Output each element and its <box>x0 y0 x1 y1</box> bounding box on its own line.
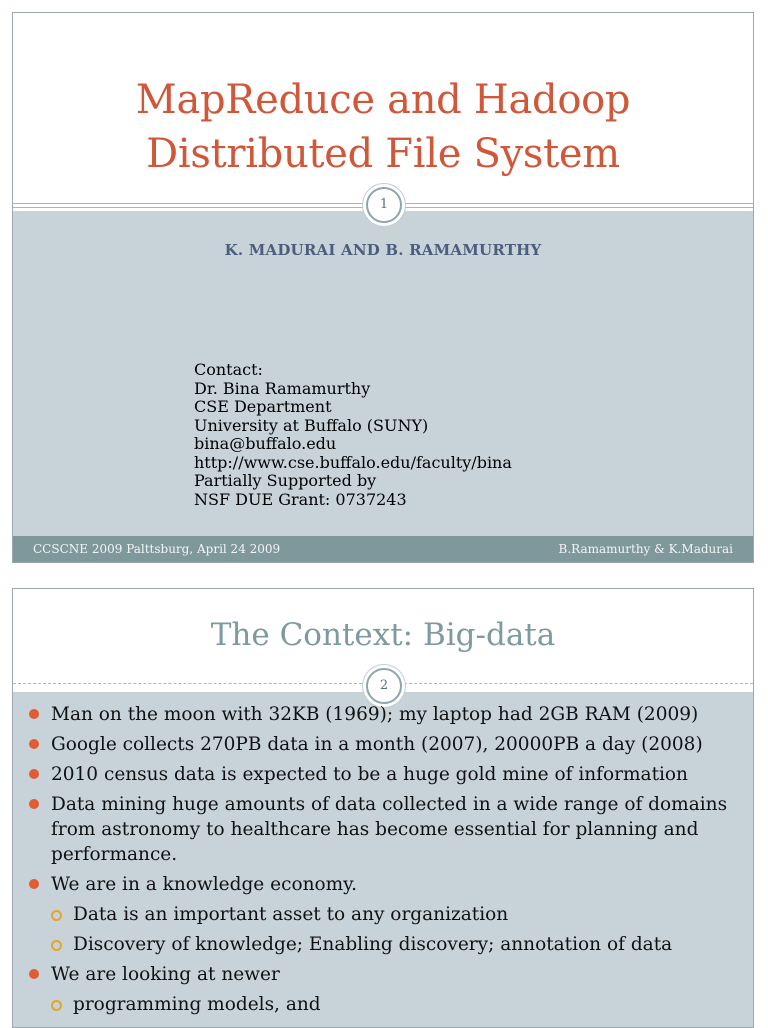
title-line-1: MapReduce and Hadoop <box>135 77 631 123</box>
sub-bullet-ring-icon <box>51 910 62 921</box>
slide-footer <box>13 536 753 562</box>
contact-block <box>194 361 512 509</box>
authors: K. MADURAI AND B. RAMAMURTHY <box>224 241 542 259</box>
sub-bullet-item: programming models, and <box>29 992 743 1017</box>
bullet-dot-icon <box>29 799 39 809</box>
bullet-dot-icon <box>29 709 39 719</box>
contact-line: Dr. Bina Ramamurthy <box>194 378 371 398</box>
footer-event: CCSCNE 2009 Palttsburg, April 24 2009 <box>33 542 281 556</box>
contact-line: Contact: <box>194 360 263 379</box>
bullet-item: Data mining huge amounts of data collected in a wide range of domains from astronomy to healthcare has become essential for planning and performance. <box>29 792 743 867</box>
sub-bullet-item: Data is an important asset to any organization <box>29 902 743 927</box>
bullet-dot-icon <box>29 879 39 889</box>
title-line-2: Distributed File System <box>146 131 620 177</box>
bullet-dot-icon <box>29 769 39 779</box>
sub-bullet-ring-icon <box>51 940 62 951</box>
contact-url: http://www.cse.buffalo.edu/faculty/bina <box>194 452 512 472</box>
footer-authors: B.Ramamurthy & K.Madurai <box>558 542 733 556</box>
slide-2 <box>12 588 754 1028</box>
contact-email: bina@buffalo.edu <box>194 434 337 453</box>
slide-1 <box>12 12 754 563</box>
sub-bullet-ring-icon <box>51 1000 62 1011</box>
slide-title <box>13 73 753 181</box>
title-area <box>13 13 753 205</box>
bullet-dot-icon <box>29 969 39 979</box>
slide-title: The Context: Big-data <box>210 617 556 653</box>
bullet-item: 2010 census data is expected to be a huge gold mine of information <box>29 762 743 787</box>
bullet-dot-icon <box>29 739 39 749</box>
contact-line: Partially Supported by <box>194 471 377 490</box>
bullet-item: Google collects 270PB data in a month (2007), 20000PB a day (2008) <box>29 732 743 757</box>
sub-bullet-item: Discovery of knowledge; Enabling discovery; annotation of data <box>29 932 743 957</box>
contact-line: NSF DUE Grant: 0737243 <box>194 489 407 509</box>
bullet-item: Man on the moon with 32KB (1969); my laptop had 2GB RAM (2009) <box>29 702 743 727</box>
slide-number: 2 <box>366 668 402 704</box>
bullet-item: We are in a knowledge economy. <box>29 872 743 897</box>
contact-line: University at Buffalo (SUNY) <box>194 415 429 435</box>
bullet-item: We are looking at newer <box>29 962 743 987</box>
slide-number: 1 <box>366 187 402 223</box>
contact-line: CSE Department <box>194 397 332 416</box>
bullet-list <box>29 702 743 1022</box>
